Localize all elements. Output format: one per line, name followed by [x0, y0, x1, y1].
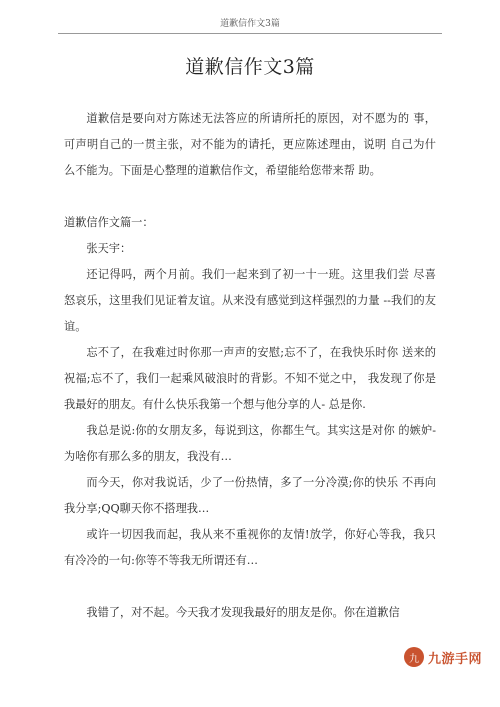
body-paragraph: 忘不了，在我难过时你那一声声的安慰;忘不了，在我快乐时你 送来的祝福;忘不了，我们一起乘风破浪时的背影。不知不觉之中， 我发现了你是我最好的朋友。有什么快乐我第一个想与他分享的人- 总是你.: [64, 346, 436, 411]
header-divider: [58, 33, 442, 34]
body-paragraph: 而今天，你对我说话，少了一份热情，多了一分冷漠;你的快乐 不再向我分享;QQ聊天你不搭理我…: [64, 476, 436, 515]
body-paragraph: 还记得吗，两个月前。我们一起来到了初一十一班。这里我们尝 尽喜怒哀乐，这里我们见证着友谊。从来没有感觉到这样强烈的力量 --我们的友谊。: [64, 268, 436, 333]
body-paragraph: 或许一切因我而起，我从来不重视你的友情!放学，你好心等我，我只有冷冷的一句:你等不等我无所谓还有…: [64, 528, 436, 567]
running-header: 道歉信作文3篇: [220, 19, 280, 29]
section-heading: 道歉信作文篇一：: [64, 216, 154, 229]
salutation: 张天宇：: [86, 242, 132, 255]
document-title: 道歉信作文3篇: [185, 56, 315, 78]
body-paragraph: 我总是说:你的女朋友多，每说到这，你都生气。其实这是对你 的嫉妒-为啥你有那么多的朋友，我没有…: [64, 424, 436, 463]
watermark-text: 九游手网: [427, 651, 482, 667]
site-watermark: [404, 647, 482, 667]
document-body: [64, 106, 436, 626]
intro-paragraph: 道歉信是要向对方陈述无法答应的所请所托的原因，对不愿为的 事，可声明自己的一贯主张，对不能为的请托，更应陈述理由，说明 自己为什么不能为。下面是心整理的道歉信作文，希望能给您带来帮 助。: [64, 112, 436, 177]
watermark-logo-icon: 九: [404, 647, 424, 667]
body-paragraph: 我错了，对不起。今天我才发现我最好的朋友是你。你在道歉信: [86, 606, 400, 619]
